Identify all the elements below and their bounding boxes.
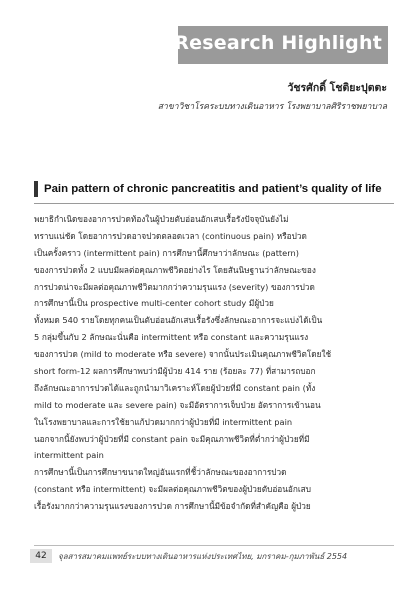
heading-divider [34, 203, 394, 204]
paragraph-line: ทั้งหมด 540 รายโดยทุกคนเป็นตับอ่อนอักเสบเรื้อรังซึ่งลักษณะอาการจะแบ่งได้เป็น [34, 315, 323, 326]
footer-divider [34, 545, 394, 546]
paragraph-line: การศึกษานี้เป็น prospective multi-center cohort study มีผู้ป่วย [34, 298, 274, 309]
author-affiliation: สาขาวิชาโรคระบบทางเดินอาหาร โรงพยาบาลศิริราชพยาบาล [157, 102, 387, 112]
paragraph-line: เรื้อรังมากกว่าความรุนแรงของการปวด การศึกษานี้มีข้อจำกัดที่สำคัญคือ ผู้ป่วย [34, 501, 311, 512]
paragraph-line: ของการปวดทั้ง 2 แบบมีผลต่อคุณภาพชีวิตอย่างไร โดยสันนิษฐานว่าลักษณะของ [34, 264, 316, 275]
paragraph-line: ของการปวด (mild to moderate หรือ severe) จากนั้นประเมินคุณภาพชีวิตโดยใช้ [34, 349, 332, 360]
paragraph-line: ถึงลักษณะอาการปวดได้และถูกนำมาวิเคราะห์โดยผู้ป่วยที่มี constant pain (ทั้ง [34, 382, 316, 393]
page-footer [0, 549, 414, 567]
paragraph-line: ทราบแน่ชัด โดยอาการปวดอาจปวดตลอดเวลา (continuous pain) หรือปวด [34, 230, 307, 241]
article-body [34, 211, 394, 515]
journal-citation: จุลสารสมาคมแพทย์ระบบทางเดินอาหารแห่งประเทศไทย, มกราคม-กุมภาพันธ์ 2554 [58, 552, 348, 561]
section-title: Research Highlight [174, 32, 382, 54]
paragraph-line: การปวดน่าจะมีผลต่อคุณภาพชีวิตมากกว่าความรุนแรง (severity) ของการปวด [34, 281, 315, 292]
paragraph-line: intermittent pain [34, 450, 104, 461]
page-number: 42 [30, 549, 52, 563]
paragraph-line: ในโรงพยาบาลและการใช้ยาแก้ปวดมากกว่าผู้ป่วยที่มี intermittent pain [34, 416, 293, 427]
section-banner [174, 26, 388, 64]
author-name: วัชรศักดิ์ โชติยะปุตตะ [287, 82, 387, 94]
paragraph-line: (constant หรือ intermittent) จะมีผลต่อคุณภาพชีวิตของผู้ป่วยตับอ่อนอักเสบ [34, 484, 311, 495]
paragraph-line: พยาธิกำเนิดของอาการปวดท้องในผู้ป่วยตับอ่อนอักเสบเรื้อรังปัจจุบันยังไม่ [34, 214, 289, 224]
paragraph-line: นอกจากนี้ยังพบว่าผู้ป่วยที่มี constant pain จะมีคุณภาพชีวิตที่ต่ำกว่าผู้ป่วยที่มี [34, 433, 310, 444]
paragraph-line: mild to moderate และ severe pain) จะมีอัตราการเจ็บป่วย อัตราการเข้านอน [34, 399, 321, 410]
article-heading: Pain pattern of chronic pancreatitis and patient’s quality of life [34, 181, 404, 197]
paragraph-line: short form-12 ผลการศึกษาพบว่ามีผู้ป่วย 414 ราย (ร้อยละ 77) ที่สามารถบอก [34, 366, 316, 377]
paragraph-line: การศึกษานี้เป็นการศึกษาขนาดใหญ่อันแรกที่ชี้ว่าลักษณะของอาการปวด [34, 467, 287, 478]
paragraph-line: 5 กลุ่มขึ้นกับ 2 ลักษณะนั่นคือ intermittent หรือ constant และความรุนแรง [34, 332, 309, 343]
paragraph-line: เป็นครั้งคราว (intermittent pain) การศึกษานี้ศึกษาว่าลักษณะ (pattern) [34, 247, 299, 258]
